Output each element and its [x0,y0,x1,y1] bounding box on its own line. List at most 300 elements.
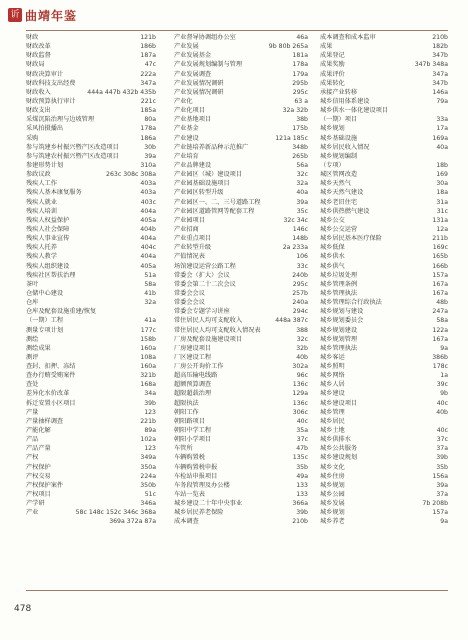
index-term: 产量抽样调查 [26,417,64,425]
index-entry [174,161,308,170]
index-entry [174,417,308,426]
index-term: 朝阳中学工程 [174,427,212,435]
index-term: 产权 [26,454,39,462]
header-divider [26,30,448,31]
index-term: 城乡文化 [320,463,345,471]
index-entry [174,88,308,97]
index-page-ref: 96c [296,372,308,380]
index-page-ref: 47c [144,61,156,69]
index-page-ref: 51a [144,271,156,279]
index-entry [174,435,308,444]
index-entry [320,316,448,325]
index-page-ref: 7b 208b [422,500,448,508]
index-term: 产业链培养新品种示范推广 [174,143,249,151]
index-page-ref: 40b [436,408,448,416]
index-term: 产业化 [174,97,193,105]
index-page-ref: 32c [296,171,308,179]
index-term: 拆迁安置小区项目 [26,399,76,407]
index-entry [26,362,156,371]
index-page-ref: 2a 233a [282,244,308,252]
index-page-ref: 160a [140,344,156,352]
index-page-ref: 41b [144,289,156,297]
index-page-ref: 35a [296,427,308,435]
index-term: 成果奖励 [320,61,345,69]
index-page-ref: 167a [432,335,448,343]
index-page-ref: 33a [436,116,448,124]
index-page-ref: 108a [140,353,156,361]
index-term: 朝阳小学项目 [174,436,212,444]
index-term: 财政科技支出经费 [26,79,76,87]
index-term: 产学研 [26,500,45,508]
index-term: 朝阳工作 [174,408,199,416]
index-entry [26,243,156,252]
index-term: 城乡建设项目 [320,399,358,407]
index-page-ref: 37a [436,445,448,453]
index-page-ref: 30b [144,143,156,151]
index-entry [174,326,308,335]
index-page-ref: 182b [432,43,448,51]
index-page-ref: 56a [296,161,308,169]
index-entry [26,444,156,453]
index-term: 测量专项计划 [26,326,64,334]
index-entry [174,499,308,508]
index-term: 产权保护 [26,463,51,471]
index-page-ref: 177c [140,326,156,334]
index-entry [174,124,308,133]
index-page-ref: 136c [292,399,308,407]
index-term: 城乡公交运营 [320,225,358,233]
index-entry [26,481,156,490]
index-term: 测绘 [26,335,39,343]
index-page-ref: 347b [432,52,448,60]
index-page-ref: 257b [292,289,308,297]
index-page-ref: 350b [140,481,156,489]
index-entry [174,472,308,481]
index-page-ref: 123 [144,445,156,453]
index-term: 产业督导协调组办公室 [174,34,236,41]
index-page-ref: 168a [140,381,156,389]
index-entry [26,262,156,271]
index-entry [174,207,308,216]
index-entry [174,243,308,252]
index-entry [26,463,156,472]
index-page-ref: 169 [436,171,448,179]
index-entry [174,252,308,261]
index-term: 产业重点项目 [174,235,212,243]
index-entry [174,115,308,124]
index-page-ref: 35b [296,463,308,471]
index-page-ref: 211b [432,235,448,243]
index-entry [320,298,448,307]
index-term: 城乡低保 [320,244,345,252]
index-page-ref: 17a [436,125,448,133]
index-page-ref: 89a [144,427,156,435]
index-term: 城乡居民 [320,417,345,425]
index-page-ref: 157a [432,271,448,279]
index-entry [174,344,308,353]
index-entry [26,207,156,216]
index-term: 常委会会议 [174,289,205,297]
index-entry [320,51,448,60]
index-entry [174,106,308,115]
index-term: 参与筑建乡村振兴暨产区改造项目 [26,143,119,151]
index-page-ref: 186b [140,43,156,51]
index-entry [174,408,308,417]
index-term: 查处 [26,381,39,389]
index-term: 城乡老旧住宅 [320,198,358,206]
index-term: 城乡规划编制 [320,152,358,160]
index-entry [174,353,308,362]
index-entry [26,271,156,280]
index-entry [320,216,448,225]
index-term: 产业园区一、二、三号道路工程 [174,198,261,206]
index-term: 城乡规划管理 [320,335,358,343]
index-page-ref: 32a [296,180,308,188]
index-entry [320,444,448,453]
index-term: 查办行贿受贿案件 [26,372,76,380]
index-page-ref: 169c [432,244,448,252]
index-term: 城乡客运 [320,353,345,361]
index-page-ref: 39a [144,152,156,160]
index-entry [174,262,308,271]
index-page-ref: 39a [296,198,308,206]
index-term: 残疾人基本康复服务 [26,189,82,197]
index-entry [26,316,156,325]
index-entry [174,481,308,490]
index-term: 城乡规划 [320,509,345,517]
index-page-ref: 12a [436,225,448,233]
index-entry [174,371,308,380]
index-term: 残疾人社会保障 [26,225,70,233]
index-term: 厂房公开询价工作 [174,363,224,371]
index-term: 城乡公交 [320,216,345,224]
index-entry [320,344,448,353]
index-term: 产业发展基金 [174,52,212,60]
index-page-ref: 181a [292,52,308,60]
index-term: 城乡养老 [320,518,345,526]
index-entry [174,362,308,371]
index-page-ref: 295c [292,88,308,96]
index-term: 产业基地项目 [174,116,212,124]
index-page-ref: 35b [436,463,448,471]
index-term: 成本调查 [174,518,199,526]
index-entry [320,124,448,133]
index-term: 城乡公园 [320,491,345,499]
index-entry [26,508,156,517]
index-page-ref: 31c [436,207,448,215]
index-entry [26,70,156,79]
yearbook-title: 曲靖年鉴 [25,9,78,23]
index-term: 城乡住房 [320,472,345,480]
index-entry [26,97,156,106]
index-page-ref: 169a [432,134,448,142]
index-page-ref: 32a [144,299,156,307]
index-entry [26,472,156,481]
index-page-ref: 18a [436,189,448,197]
index-page-ref: 403c [140,198,156,206]
index-term: 车站一览表 [174,491,205,499]
index-term: 残疾人权益保护 [26,216,70,224]
index-page-ref: 369a 372a 87a [109,518,156,526]
index-entry [26,179,156,188]
index-page-ref: 158b [140,335,156,343]
index-entry [26,188,156,197]
index-entry [174,426,308,435]
index-term: 车检站申报项目 [174,472,218,480]
index-page-ref: 58a [144,280,156,288]
index-term: 残疾人组织建设 [26,262,70,270]
index-page-ref: 30a [436,180,448,188]
index-entry [26,33,156,42]
index-entry [174,453,308,462]
index-page-ref: 156a [432,472,448,480]
index-page-ref: 388 [296,326,308,334]
index-page-ref: 178a [140,125,156,133]
index-page-ref: 9b 80b 265a [268,43,308,51]
index-term: 城乡管理执法 [320,289,358,297]
index-term: 城乡供热燃气建设 [320,207,370,215]
index-term: 采购 [26,134,39,142]
index-term: 残疾人培训 [26,207,57,215]
index-entry [320,399,448,408]
index-term: 采煤沉陷治理与边坡管理 [26,116,95,124]
index-page-ref: 35c [296,207,308,215]
index-page-ref: 136c [292,381,308,389]
index-term: 厂房及配套设施建设项目 [174,335,243,343]
index-page-ref: 46a [296,34,308,41]
index-entry [320,161,448,170]
index-page-ref: 121a 185c [275,134,308,142]
index-entry [174,134,308,143]
index-page-ref: 47b [296,445,308,453]
index-page-ref: 306c [292,408,308,416]
index-entry [174,298,308,307]
index-body [26,33,448,589]
index-entry [26,490,156,499]
page-number: 478 [14,604,32,614]
index-term: 采风拍摄播出 [26,125,64,133]
index-page-ref: 37c [296,436,308,444]
index-entry [174,280,308,289]
index-term: 残疾人事业宣传 [26,235,70,243]
index-entry [320,188,448,197]
index-term: 残疾人教学 [26,253,57,261]
index-term: 城乡管理 [320,408,345,416]
index-entry [26,79,156,88]
index-page-ref: 366a [292,500,308,508]
index-term: 残疾社区帮扶治理 [26,271,76,279]
index-term: 车辆购置税 [174,454,205,462]
index-page-ref: 167a [432,289,448,297]
index-page-ref: 1a [440,372,448,380]
index-entry [320,417,448,426]
index-entry [174,490,308,499]
index-term: 产业培育 [174,152,199,160]
index-term: 城乡规划 [320,125,345,133]
index-term: 仓库及配套设施重建/恢复 [26,308,97,316]
index-page-ref: 221c [140,97,156,105]
index-term: 产品 [26,436,39,444]
index-term: 残疾人就业 [26,198,57,206]
index-term: 车务段管理及办公楼 [174,481,230,489]
index-entry [26,326,156,335]
index-entry [320,380,448,389]
index-entry [320,60,448,69]
index-entry [174,188,308,197]
index-term: 产权项目 [26,491,51,499]
index-term: 产权保护案件 [26,481,64,489]
index-term: 财政决算审计 [26,70,64,78]
index-entry [320,490,448,499]
index-entry [26,353,156,362]
footer-divider [26,590,448,591]
index-page-ref: 321b [140,372,156,380]
index-page-ref: 31a [436,198,448,206]
index-entry [174,152,308,161]
index-entry [320,271,448,280]
index-term: 朝阳路项目 [174,417,205,425]
index-entry [26,124,156,133]
index-page-ref: 146a [432,88,448,96]
index-page-ref: 58a [436,317,448,325]
index-entry [26,499,156,508]
index-entry [174,399,308,408]
index-page-ref: 40a [296,189,308,197]
index-page-ref: 222a [140,70,156,78]
index-term: 城乡规划委员会 [320,317,364,325]
index-entry [26,143,156,152]
index-page-ref: 106 [296,253,308,261]
index-page-ref: 166b [432,262,448,270]
index-entry [174,70,308,79]
index-page-ref: 444a 447b 432b 435b [87,88,156,96]
index-page-ref: 348b [292,143,308,151]
index-entry [320,207,448,216]
index-term: 常委会第二十二次会议 [174,280,236,288]
index-page-ref: 386b [432,353,448,361]
index-page-ref: 347b [432,79,448,87]
index-page-ref: 302a [292,363,308,371]
index-entry [26,307,156,316]
index-page-ref: 404a [140,235,156,243]
index-term: 城乡居民养老保险 [174,509,224,517]
index-entry [26,280,156,289]
index-term: 城乡建设二十年中央事业 [174,500,243,508]
index-term: 超高压输电线路 [174,372,218,380]
index-page-ref: 350a [140,463,156,471]
index-page-ref: 347b 348a [414,61,448,69]
index-page-ref: 131a [432,216,448,224]
index-entry [320,234,448,243]
index-term: 仓储中心建设 [26,289,64,297]
index-entry [26,60,156,69]
index-page-ref: 122a [432,326,448,334]
index-term: 城乡供气 [320,262,345,270]
index-page-ref: 9a [440,518,448,526]
index-term: 承接产业转移 [320,88,358,96]
index-term: 城乡天然气 [320,180,351,188]
index-entry [174,216,308,225]
index-page-ref: 221b [140,417,156,425]
index-term: 城乡公共服务 [320,445,358,453]
index-page-ref: 178c [432,363,448,371]
index-term: 厂房建设项目 [174,344,212,352]
index-term: 产业品牌建设 [174,161,212,169]
index-page-ref: 404c [140,244,156,252]
index-page-ref: 148b [292,235,308,243]
index-term: 财政预算执行审计 [26,97,76,105]
index-entry [174,234,308,243]
index-entry [26,517,156,526]
index-page-ref: 224a [140,472,156,480]
index-entry [174,307,308,316]
index-entry [26,106,156,115]
index-term: 茶叶 [26,280,39,288]
index-term: 产业发展情况调研 [174,79,224,87]
index-term: 城乡供排水 [320,436,351,444]
index-entry [320,243,448,252]
index-term: 产业发展 [174,43,199,51]
index-page-ref: 49a [296,472,308,480]
index-term: 残疾人托养 [26,244,57,252]
index-entry [320,326,448,335]
index-page-ref: 34a [144,390,156,398]
index-page-ref: 405a [140,262,156,270]
index-page-ref: 40a [436,143,448,151]
index-entry [320,481,448,490]
index-entry [320,453,448,462]
index-term: 残疾人工作 [26,180,57,188]
index-page-ref: 51c [144,491,156,499]
index-entry [174,463,308,472]
index-term: 仓库 [26,299,39,307]
index-page-ref: 347a [432,70,448,78]
index-entry [320,88,448,97]
index-term: （一期）工程 [26,317,64,325]
index-page-ref: 349a [140,454,156,462]
index-page-ref: 240a [292,299,308,307]
index-entry [320,79,448,88]
index-page-ref: 135c [292,454,308,462]
index-term: 城乡发展 [320,500,345,508]
index-term: 测绘成果 [26,344,51,352]
index-entry [26,435,156,444]
index-term: 产业化项目 [174,107,205,115]
index-page-ref: 39b [436,454,448,462]
index-page-ref: 310a [140,161,156,169]
index-page-ref: 247a [432,308,448,316]
index-term: 常委会专题学习讲座 [174,308,230,316]
index-entry [320,362,448,371]
index-page-ref: 39b [296,509,308,517]
index-page-ref: 404b [140,225,156,233]
index-entry [174,289,308,298]
index-entry [320,225,448,234]
index-entry [26,234,156,243]
index-term: 城乡管理条例 [320,280,358,288]
index-page-ref: 9a [440,344,448,352]
index-term: 产业发展情况调研 [174,88,224,96]
index-page-ref: 133 [296,481,308,489]
index-term: 参政议政 [26,171,51,179]
index-page-ref: 41a [144,317,156,325]
index-entry [174,33,308,42]
index-column-1 [26,33,156,527]
index-term: 车辆购置税申报 [174,463,218,471]
index-entry [26,380,156,389]
index-term: 参与筑建农村振兴暨产区改造项目 [26,152,119,160]
index-term: 财政支出 [26,107,51,115]
